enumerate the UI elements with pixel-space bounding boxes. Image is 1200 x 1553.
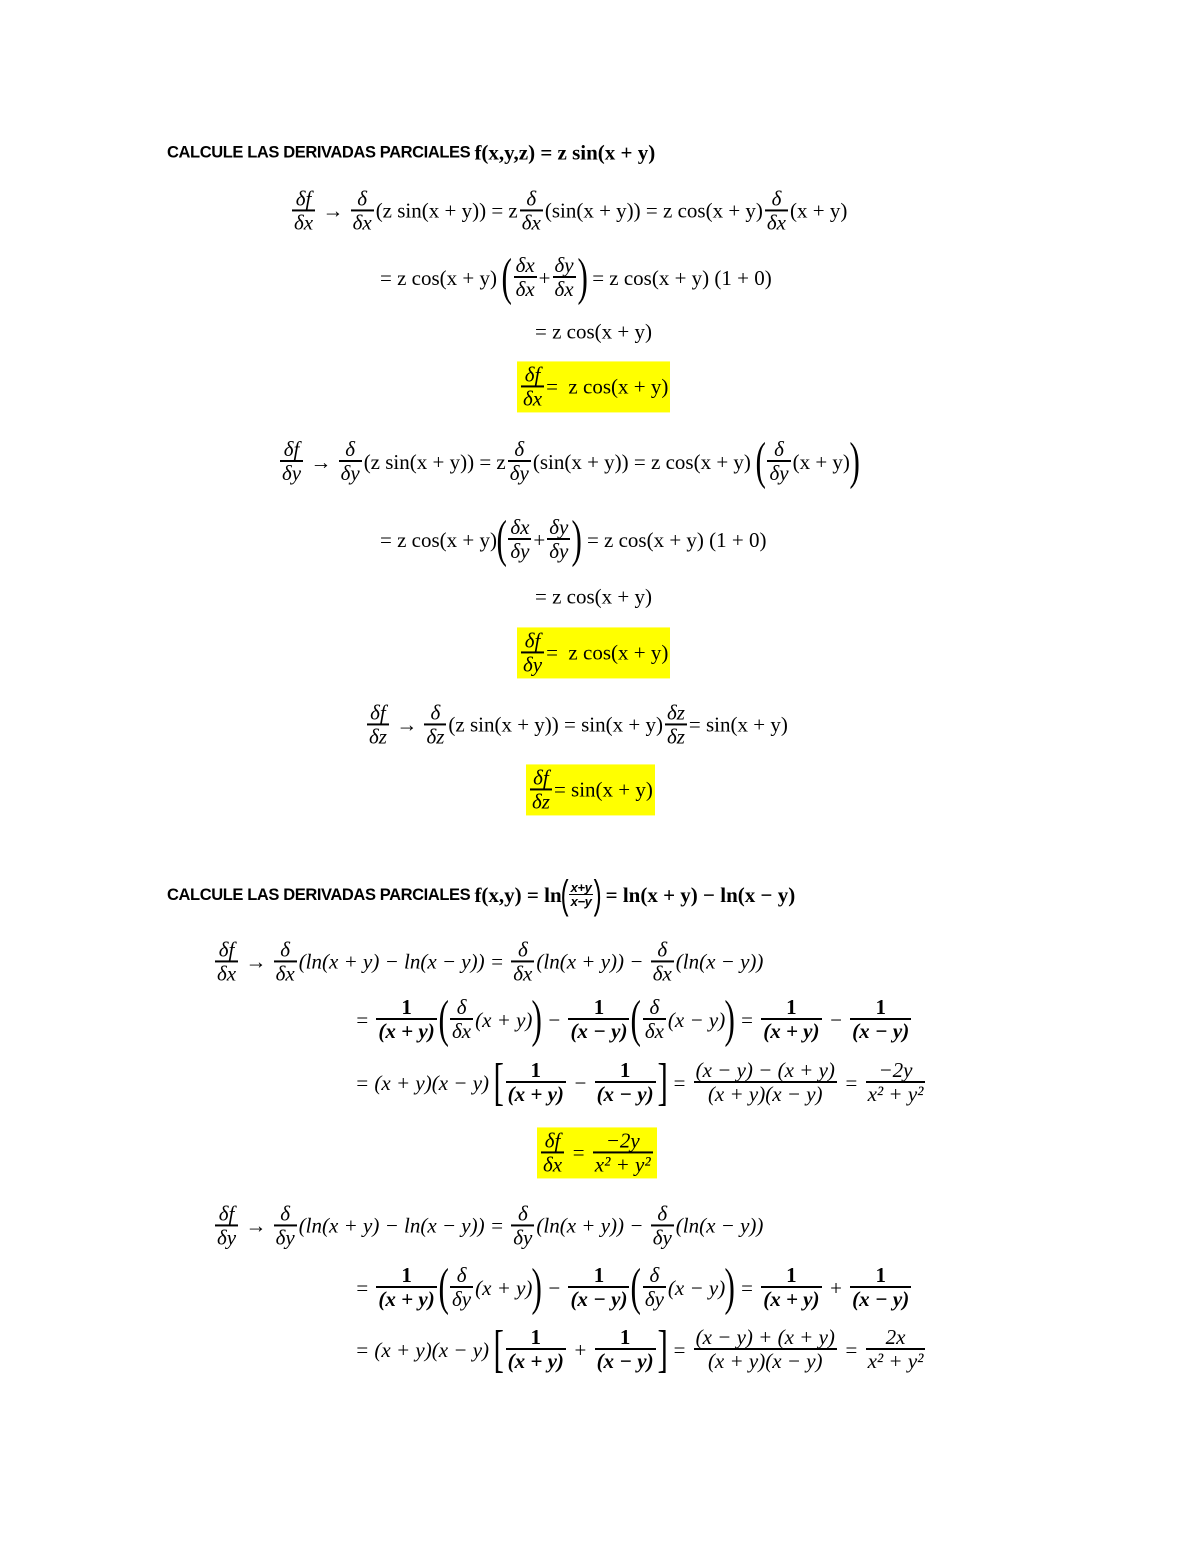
math-text: = (x + y)(x − y) (355, 1070, 495, 1095)
denominator: δy (509, 461, 529, 486)
numerator: 1 (595, 1059, 656, 1083)
numerator: δf (215, 938, 238, 962)
equation-line (355, 991, 913, 1048)
fraction (541, 1129, 564, 1176)
math-text: = z cos(x + y) (535, 319, 652, 344)
math-text: + (538, 265, 551, 290)
denominator: δx (275, 961, 295, 986)
delimiter: ( (501, 249, 513, 306)
fraction (761, 996, 821, 1043)
math-text: → (240, 1213, 272, 1238)
numerator: 1 (761, 996, 821, 1020)
function-expression: = ln(x + y) − ln(x − y) (600, 882, 796, 907)
fraction (694, 1059, 837, 1106)
fraction (292, 187, 315, 234)
fraction (274, 938, 297, 985)
delimiter: ) (724, 991, 736, 1048)
equation-line (355, 1259, 913, 1316)
math-text: (x + y) (792, 449, 850, 474)
delimiter: ( (438, 991, 449, 1048)
denominator: δy (275, 1225, 295, 1250)
denominator: δx (766, 210, 786, 235)
delimiter: ( (496, 511, 507, 568)
fraction (761, 1264, 821, 1311)
denominator: δx (513, 961, 533, 986)
fraction (569, 881, 594, 910)
delimiter: ) (531, 991, 543, 1048)
numerator: δx (510, 515, 530, 540)
fraction (367, 701, 389, 748)
denominator: δx (523, 386, 543, 411)
equation-line (535, 585, 652, 610)
numerator: −2y (866, 1059, 926, 1083)
fraction (866, 1326, 926, 1373)
fraction (850, 1264, 911, 1311)
fraction (274, 1202, 297, 1249)
delimiter: [ (493, 1054, 505, 1111)
equation-line (380, 249, 772, 306)
math-text: = (x + y)(x − y) (355, 1337, 495, 1362)
math-text: = (566, 1140, 591, 1165)
delimiter: ) (724, 1259, 736, 1316)
math-text: (z sin(x + y)) = sin(x + y) (448, 712, 663, 737)
numerator: 2x (866, 1326, 926, 1350)
fraction (595, 1326, 656, 1373)
denominator: δy (523, 652, 543, 677)
denominator: δz (666, 724, 685, 749)
fraction (508, 516, 531, 563)
numerator: δ (424, 701, 446, 725)
equation-line (380, 511, 767, 568)
math-text: = z cos(x + y) (546, 374, 669, 399)
denominator: δx (452, 1019, 472, 1044)
fraction (520, 187, 543, 234)
math-text: (x − y) (667, 1275, 726, 1300)
equation-line (355, 1054, 927, 1111)
numerator: δf (292, 187, 315, 211)
denominator: δx (521, 210, 541, 235)
denominator: x² + y² (867, 1082, 924, 1107)
numerator: δ (508, 438, 531, 462)
equation-line (355, 1321, 927, 1378)
denominator: (x − y) (570, 1287, 628, 1312)
delimiter: ( (630, 1259, 642, 1316)
math-text: (ln(x − y)) (675, 949, 764, 974)
denominator: (x + y) (507, 1082, 564, 1107)
numerator: δ (651, 1202, 674, 1226)
numerator: δ (450, 996, 473, 1020)
denominator: δz (532, 789, 550, 814)
function-expression: f(x,y,z) = z sin(x + y) (474, 140, 656, 165)
fraction (547, 516, 570, 563)
highlighted-result (526, 764, 655, 815)
math-text: (x + y) (475, 1007, 533, 1032)
math-text: (ln(x + y)) − (536, 1213, 649, 1238)
delimiter: ) (849, 433, 860, 490)
denominator: δx (352, 210, 372, 235)
math-text: (ln(x + y) − ln(x − y)) = (298, 1213, 510, 1238)
denominator: (x − y) (852, 1019, 910, 1044)
denominator: δy (282, 461, 302, 486)
numerator: δ (351, 187, 374, 211)
denominator: (x + y) (763, 1287, 820, 1312)
fraction (506, 1059, 566, 1106)
denominator: (x + y)(x − y) (707, 1349, 823, 1374)
math-text: − (541, 1007, 567, 1032)
math-text: = sin(x + y) (553, 777, 653, 802)
denominator: (x + y)(x − y) (707, 1082, 823, 1107)
math-text: (ln(x + y) − ln(x − y)) = (298, 949, 510, 974)
fraction (521, 363, 544, 410)
denominator: δx (543, 1152, 563, 1177)
numerator: 1 (595, 1326, 656, 1350)
denominator: δy (217, 1225, 237, 1250)
denominator: δy (513, 1225, 533, 1250)
denominator: (x − y) (596, 1082, 654, 1107)
math-text: (sin(x + y)) = z cos(x + y) (544, 198, 763, 223)
section-heading (167, 875, 795, 915)
math-text: − (541, 1275, 567, 1300)
denominator: δx (652, 961, 672, 986)
equation-line (213, 938, 763, 985)
fraction (694, 1326, 837, 1373)
math-text: = z cos(x + y) (1 + 0) (581, 527, 767, 552)
delimiter: ( (560, 873, 568, 917)
section-heading (167, 141, 655, 166)
math-text: = (838, 1337, 864, 1362)
math-text: (ln(x + y)) − (536, 949, 649, 974)
fraction (351, 187, 374, 234)
numerator: 1 (850, 1264, 911, 1288)
delimiter: ) (531, 1259, 543, 1316)
numerator: δ (511, 938, 534, 962)
numerator: (x − y) − (x + y) (695, 1058, 835, 1083)
math-text: (z sin(x + y)) = z (363, 449, 506, 474)
fraction (424, 701, 446, 748)
math-text: + (567, 1337, 593, 1362)
math-text: CALCULE LAS DERIVADAS PARCIALES (167, 885, 475, 904)
delimiter: [ (493, 1321, 505, 1378)
numerator: 1 (376, 996, 436, 1020)
fraction (651, 938, 674, 985)
math-text: = (734, 1007, 760, 1032)
denominator: x² + y² (867, 1349, 924, 1374)
math-text: → (390, 712, 423, 737)
numerator: 1 (850, 996, 911, 1020)
numerator: δ (274, 938, 297, 962)
numerator: 1 (506, 1326, 566, 1350)
denominator: δy (510, 539, 530, 564)
fraction (651, 1202, 674, 1249)
denominator: (x − y) (596, 1349, 654, 1374)
delimiter: ( (630, 991, 642, 1048)
math-text: (ln(x − y)) (675, 1213, 764, 1238)
delimiter: ( (438, 1259, 449, 1316)
denominator: δz (426, 724, 445, 749)
fraction (339, 438, 362, 485)
denominator: (x − y) (852, 1287, 910, 1312)
fraction (866, 1059, 926, 1106)
fraction (850, 996, 911, 1043)
delimiter: ] (657, 1054, 668, 1111)
denominator: x−y (570, 894, 592, 910)
fraction (514, 254, 537, 301)
numerator: δf (530, 766, 552, 790)
numerator: δf (521, 363, 544, 387)
numerator: 1 (568, 996, 629, 1020)
highlighted-result (537, 1127, 657, 1178)
numerator: δf (541, 1129, 564, 1153)
highlighted-result (517, 361, 670, 412)
numerator: 1 (761, 1264, 821, 1288)
fraction (508, 438, 531, 485)
denominator: δx (294, 210, 314, 235)
denominator: (x + y) (507, 1349, 564, 1374)
numerator: 1 (506, 1059, 566, 1083)
math-text: = (734, 1275, 760, 1300)
math-text: → (317, 198, 349, 223)
equation-line (535, 320, 652, 345)
denominator: δx (217, 961, 237, 986)
math-text: = z cos(x + y) (1 + 0) (586, 265, 772, 290)
math-text: = (666, 1070, 692, 1095)
numerator: δy (554, 253, 574, 278)
denominator: x² + y² (594, 1152, 651, 1177)
numerator: δ (643, 996, 666, 1020)
math-text: − (823, 1007, 849, 1032)
fraction (530, 766, 552, 813)
fraction (511, 1202, 534, 1249)
math-text: + (823, 1275, 849, 1300)
math-text: + (533, 527, 546, 552)
math-text: = (838, 1070, 864, 1095)
math-text: = z cos(x + y) (380, 527, 497, 552)
fraction (280, 438, 303, 485)
fraction (450, 1264, 473, 1311)
numerator: δ (511, 1202, 534, 1226)
fraction (376, 996, 436, 1043)
denominator: δy (769, 461, 789, 486)
denominator: δx (515, 277, 535, 302)
denominator: δx (554, 277, 574, 302)
numerator: x+y (570, 879, 592, 895)
fraction (376, 1264, 436, 1311)
numerator: (x − y) + (x + y) (695, 1325, 835, 1350)
numerator: δ (651, 938, 674, 962)
numerator: δ (767, 438, 790, 462)
numerator: 1 (568, 1264, 629, 1288)
numerator: δ (520, 187, 543, 211)
highlighted-result (517, 627, 670, 678)
math-text: = (355, 1275, 375, 1300)
numerator: δ (643, 1264, 666, 1288)
fraction (593, 1129, 653, 1176)
math-text: (x + y) (475, 1275, 533, 1300)
math-text: CALCULE LAS DERIVADAS PARCIALES (167, 143, 475, 162)
denominator: (x − y) (570, 1019, 628, 1044)
fraction (553, 254, 576, 301)
fraction (215, 1202, 238, 1249)
numerator: δ (765, 187, 788, 211)
fraction (215, 938, 238, 985)
numerator: δf (367, 701, 389, 725)
math-text: = sin(x + y) (688, 712, 788, 737)
fraction (765, 187, 788, 234)
math-text: = (355, 1007, 375, 1032)
math-text: = z cos(x + y) (535, 584, 652, 609)
delimiter: ) (571, 511, 583, 568)
numerator: δy (549, 515, 569, 540)
numerator: δz (666, 700, 685, 725)
function-expression: f(x,y) = ln (474, 882, 562, 907)
math-text: (z sin(x + y)) = z (375, 198, 518, 223)
numerator: 1 (376, 1264, 436, 1288)
denominator: (x + y) (378, 1287, 435, 1312)
denominator: (x + y) (763, 1019, 820, 1044)
math-text: (sin(x + y)) = z cos(x + y) (532, 449, 757, 474)
equation-line (278, 433, 860, 490)
math-text: = (666, 1337, 692, 1362)
numerator: δx (515, 253, 535, 278)
denominator: δy (452, 1287, 472, 1312)
fraction (511, 938, 534, 985)
numerator: −2y (593, 1129, 653, 1153)
fraction (643, 996, 666, 1043)
fraction (595, 1059, 656, 1106)
denominator: δz (369, 724, 387, 749)
math-text: = z cos(x + y) (380, 265, 503, 290)
math-text: = z cos(x + y) (546, 640, 669, 665)
denominator: δy (644, 1287, 664, 1312)
math-text: → (305, 449, 337, 474)
numerator: δf (280, 438, 303, 462)
math-text: (x − y) (667, 1007, 726, 1032)
fraction (521, 629, 544, 676)
fraction (643, 1264, 666, 1311)
delimiter: ) (577, 249, 588, 306)
fraction (665, 701, 687, 748)
denominator: (x + y) (378, 1019, 435, 1044)
equation-line (213, 1202, 763, 1249)
equation-line (365, 701, 788, 748)
delimiter: ) (594, 873, 602, 917)
fraction (450, 996, 473, 1043)
numerator: δf (521, 629, 544, 653)
denominator: δy (652, 1225, 672, 1250)
fraction (767, 438, 790, 485)
numerator: δ (450, 1264, 473, 1288)
denominator: δy (549, 539, 569, 564)
numerator: δ (274, 1202, 297, 1226)
fraction (506, 1326, 566, 1373)
math-text: → (240, 949, 272, 974)
numerator: δf (215, 1202, 238, 1226)
math-text: − (567, 1070, 593, 1095)
fraction (568, 996, 629, 1043)
delimiter: ( (755, 433, 767, 490)
denominator: δx (644, 1019, 664, 1044)
numerator: δ (339, 438, 362, 462)
math-text: (x + y) (790, 198, 848, 223)
equation-line (290, 187, 847, 234)
fraction (568, 1264, 629, 1311)
delimiter: ] (657, 1321, 668, 1378)
denominator: δy (340, 461, 360, 486)
